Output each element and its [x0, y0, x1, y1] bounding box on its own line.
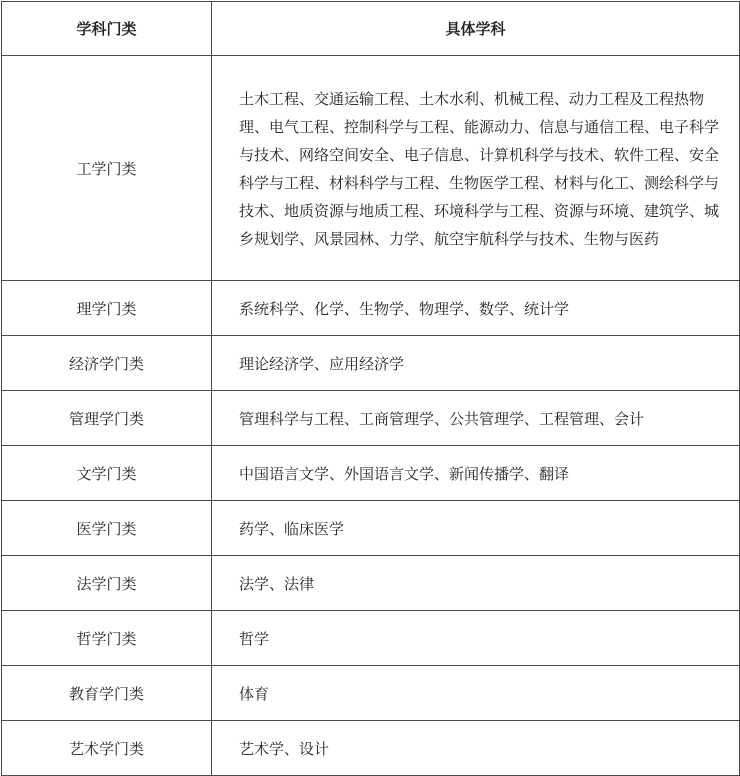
row-category: 艺术学门类 — [2, 721, 212, 776]
table-row — [2, 446, 740, 501]
table-row — [2, 391, 740, 446]
row-subjects: 法学、法律 — [212, 556, 740, 611]
table-header-row — [2, 2, 740, 56]
row-subjects: 药学、临床医学 — [212, 501, 740, 556]
row-category: 理学门类 — [2, 281, 212, 336]
table-row — [2, 501, 740, 556]
row-subjects: 哲学 — [212, 611, 740, 666]
row-category: 工学门类 — [2, 56, 212, 281]
row-subjects: 系统科学、化学、生物学、物理学、数学、统计学 — [212, 281, 740, 336]
row-subjects: 管理科学与工程、工商管理学、公共管理学、工程管理、会计 — [212, 391, 740, 446]
table-row — [2, 281, 740, 336]
header-category: 学科门类 — [2, 2, 212, 56]
row-category: 教育学门类 — [2, 666, 212, 721]
row-category: 文学门类 — [2, 446, 212, 501]
header-subjects: 具体学科 — [212, 2, 740, 56]
table-row — [2, 666, 740, 721]
row-subjects: 体育 — [212, 666, 740, 721]
row-category: 医学门类 — [2, 501, 212, 556]
row-subjects: 艺术学、设计 — [212, 721, 740, 776]
row-subjects: 土木工程、交通运输工程、土木水利、机械工程、动力工程及工程热物理、电气工程、控制科学与工程、能源动力、信息与通信工程、电子科学与技术、网络空间安全、电子信息、计算机科学与技术、软件工程、安全科学与工程、材料科学与工程、生物医学工程、材料与化工、测绘科学与技术、地质资源与地质工程、环境科学与工程、资源与环境、建筑学、城乡规划学、风景园林、力学、航空宇航科学与技术、生物与医药 — [212, 56, 740, 281]
row-category: 哲学门类 — [2, 611, 212, 666]
row-category: 管理学门类 — [2, 391, 212, 446]
table-row — [2, 56, 740, 281]
discipline-table — [1, 1, 740, 776]
row-category: 法学门类 — [2, 556, 212, 611]
table-row — [2, 336, 740, 391]
table-row — [2, 721, 740, 776]
table-row — [2, 611, 740, 666]
table-row — [2, 556, 740, 611]
row-category: 经济学门类 — [2, 336, 212, 391]
row-subjects: 理论经济学、应用经济学 — [212, 336, 740, 391]
row-subjects: 中国语言文学、外国语言文学、新闻传播学、翻译 — [212, 446, 740, 501]
